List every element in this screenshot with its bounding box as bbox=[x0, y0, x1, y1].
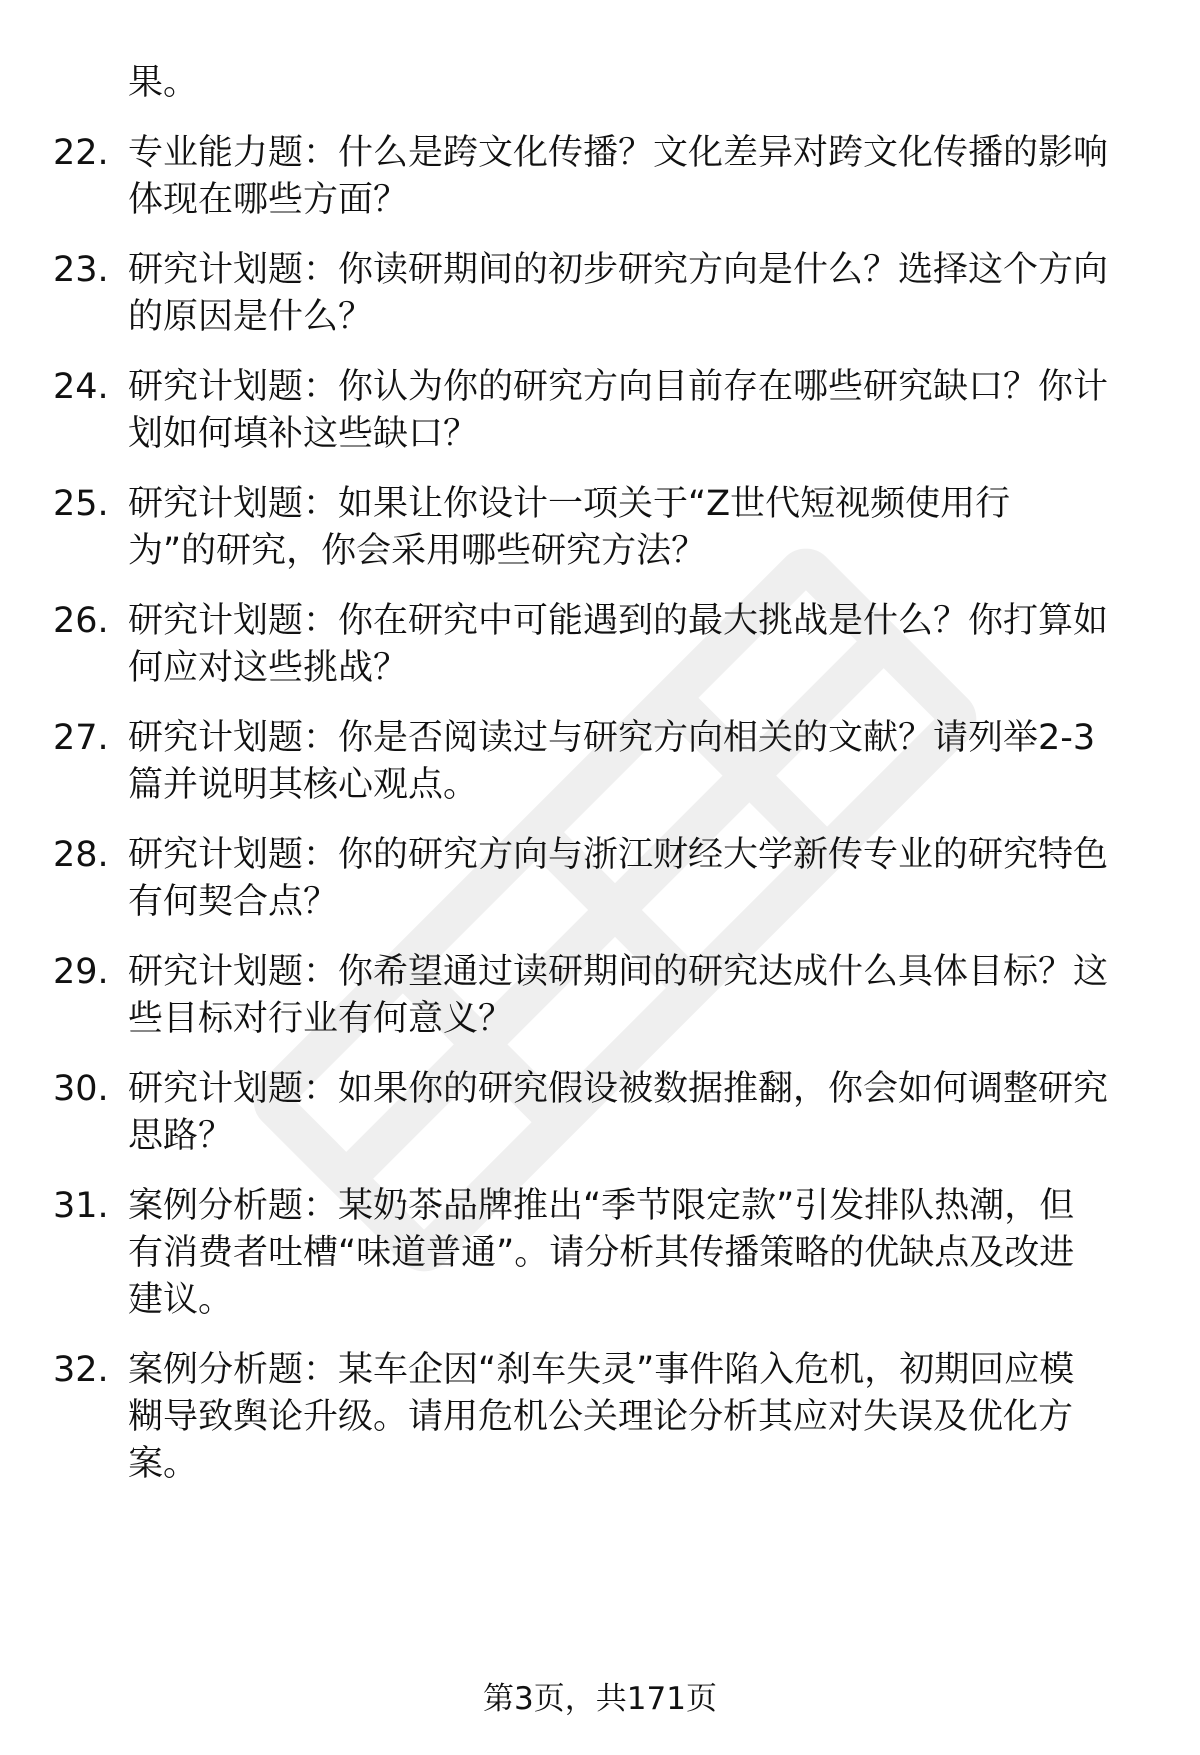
question-number: 31. bbox=[53, 1186, 109, 1226]
continued-text: 果。 bbox=[128, 63, 199, 103]
page-number: 第3页，共171页 bbox=[483, 1681, 717, 1717]
question-number: 25. bbox=[53, 484, 109, 524]
question-text-line: 体现在哪些方面？ bbox=[128, 180, 409, 220]
question-text-line: 研究计划题：如果你的研究假设被数据推翻，你会如何调整研究 bbox=[128, 1069, 1109, 1109]
question-number: 27. bbox=[53, 718, 109, 758]
question-number: 24. bbox=[53, 367, 109, 407]
question-text-line: 研究计划题：你认为你的研究方向目前存在哪些研究缺口？你计 bbox=[128, 367, 1109, 407]
question-text-line: 糊导致舆论升级。请用危机公关理论分析其应对失误及优化方 bbox=[128, 1397, 1074, 1437]
question-number: 22. bbox=[53, 133, 109, 173]
question-number: 28. bbox=[53, 835, 109, 875]
question-text-line: 的原因是什么？ bbox=[128, 297, 374, 337]
question-text-line: 专业能力题：什么是跨文化传播？文化差异对跨文化传播的影响 bbox=[128, 133, 1109, 173]
question-number: 23. bbox=[53, 250, 109, 290]
question-text-line: 有消费者吐槽“味道普通”。请分析其传播策略的优缺点及改进 bbox=[128, 1233, 1075, 1273]
question-text-line: 何应对这些挑战？ bbox=[128, 648, 409, 688]
question-text-line: 研究计划题：你的研究方向与浙江财经大学新传专业的研究特色 bbox=[128, 835, 1109, 875]
question-text-line: 思路？ bbox=[128, 1116, 234, 1156]
question-text-line: 研究计划题：你是否阅读过与研究方向相关的文献？请列举2-3 bbox=[128, 718, 1096, 758]
question-text-line: 建议。 bbox=[128, 1280, 234, 1320]
question-text-line: 案例分析题：某奶茶品牌推出“季节限定款”引发排队热潮，但 bbox=[128, 1186, 1075, 1226]
question-text-line: 研究计划题：你读研期间的初步研究方向是什么？选择这个方向 bbox=[128, 250, 1109, 290]
question-text-line: 研究计划题：你在研究中可能遇到的最大挑战是什么？你打算如 bbox=[128, 601, 1109, 641]
question-number: 29. bbox=[53, 952, 109, 992]
question-text-line: 为”的研究，你会采用哪些研究方法？ bbox=[128, 531, 707, 571]
question-text-line: 有何契合点？ bbox=[128, 882, 339, 922]
question-number: 32. bbox=[53, 1350, 109, 1390]
question-text-line: 篇并说明其核心观点。 bbox=[128, 765, 479, 805]
question-text-line: 案例分析题：某车企因“刹车失灵”事件陷入危机，初期回应模 bbox=[128, 1350, 1075, 1390]
question-text-line: 划如何填补这些缺口？ bbox=[128, 414, 479, 454]
question-text-line: 案。 bbox=[128, 1444, 199, 1484]
question-number: 26. bbox=[53, 601, 109, 641]
question-text-line: 些目标对行业有何意义？ bbox=[128, 999, 514, 1039]
question-text-line: 研究计划题：你希望通过读研期间的研究达成什么具体目标？这 bbox=[128, 952, 1109, 992]
question-text-line: 研究计划题：如果让你设计一项关于“Z世代短视频使用行 bbox=[128, 484, 1011, 524]
question-number: 30. bbox=[53, 1069, 109, 1109]
